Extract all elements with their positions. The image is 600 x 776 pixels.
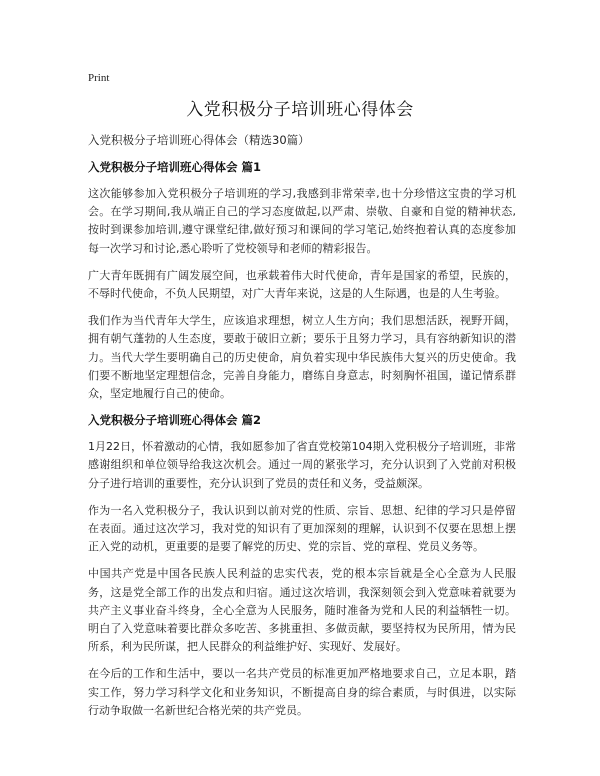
paragraph: 作为一名入党积极分子，我认识到以前对党的性质、宗旨、思想、纪律的学习只是停留在表面。通过这次学习，我对党的知识有了更加深刻的理解，认识到不仅要在思想上摆正入党的动机，更重要的是要了解党的历史、党的宗旨、党的章程、党员义务等。 (88, 503, 516, 554)
paragraph: 中国共产党是中国各民族人民利益的忠实代表，党的根本宗旨就是全心全意为人民服务，这是党全部工作的出发点和归宿。通过这次培训，我深刻领会到入党意味着就要为共产主义事业奋斗终身，全心全意为人民服务，随时准备为党和人民的利益牺牲一切。明白了入党意味着要比群众多吃苦、多挑重担、多做贡献，要坚持权为民所用，情为民所系，利为民所谋，把人民群众的利益维护好、实现好、发展好。 (88, 567, 516, 654)
paragraph: 我们作为当代青年大学生，应该追求理想，树立人生方向；我们思想活跃，视野开阔，拥有朝气蓬勃的人生态度，要敢于破旧立新；要乐于且努力学习，具有容纳新知识的潜力。当代大学生要明确自己的历史使命，肩负着实现中华民族伟大复兴的历史使命。我们要不断地坚定理想信念，完善自身能力，磨练自身意志，时刻胸怀祖国，谨记情系群众，坚定地履行自己的使命。 (88, 314, 516, 401)
document-subtitle: 入党积极分子培训班心得体会（精选30篇） (88, 133, 310, 147)
document-body (88, 132, 516, 729)
paragraph: 广大青年既拥有广阔发展空间，也承载着伟大时代使命，青年是国家的希望，民族的，不辱时代使命，不负人民期望，对广大青年来说，这是的人生际遇，也是的人生考验。 (88, 268, 516, 301)
print-label: Print (88, 72, 110, 84)
paragraph: 在今后的工作和生活中，要以一名共产党员的标准更加严格地要求自己，立足本职，踏实工作，努力学习科学文化和业务知识，不断提高自身的综合素质，与时俱进，以实际行动争取做一名新世纪合格光荣的共产党员。 (88, 667, 516, 717)
section-heading-1: 入党积极分子培训班心得体会 篇1 (88, 160, 262, 174)
section-heading-2: 入党积极分子培训班心得体会 篇2 (88, 413, 262, 428)
paragraph: 这次能够参加入党积极分子培训班的学习,我感到非常荣幸,也十分珍惜这宝贵的学习机会。在学习期间,我从端正自己的学习态度做起,以严肃、崇敬、自豪和自觉的精神状态,按时到课参加培训,遵守课堂纪律,做好预习和课间的学习笔记,始终抱着认真的态度参加每一次学习和讨论,悉心聆听了党校领导和老师的精彩报告。 (88, 187, 516, 255)
paragraph: 1月22日，怀着激动的心情，我如愿参加了省直党校第104期入党积极分子培训班，非常感谢组织和单位领导给我这次机会。通过一周的紧张学习，充分认识到了入党前对积极分子进行培训的重要性，充分认识到了党员的责任和义务，受益颇深。 (88, 440, 516, 490)
page-title: 入党积极分子培训班心得体会 (186, 100, 414, 120)
